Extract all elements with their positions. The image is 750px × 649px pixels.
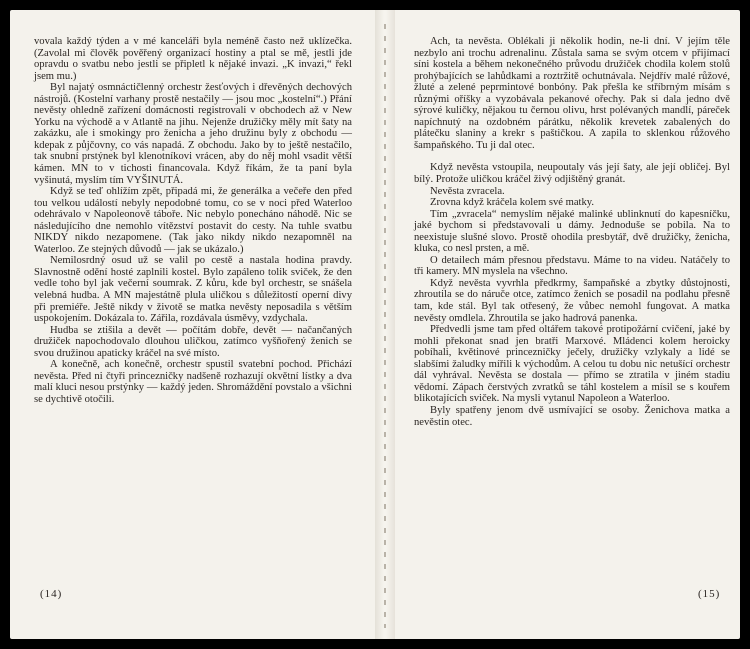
left-paragraph-4: Nemilosrdný osud už se valil po cestě a nastala hodina pravdy. Slavnostně odění hosté zaplnili kostel. Bylo zapáleno tolik sviček, že den vedle toho byl jak večerní soumrak. Z kůru, kde byl orchestr, se snášela velebná hudba. A MN majestátně plula uličkou s důležitostí operní divy při premiéře. Ještě nikdy v životě se matka nevěsty neposadila s větším uspokojením. Dokázala to. Zářila, rozdávala úsměvy, vzdychala. bbox=[34, 255, 352, 325]
right-paragraph-9: Byly spatřeny jenom dvě usmívající se osoby. Ženichova matka a nevěstin otec. bbox=[414, 404, 730, 428]
book-spread bbox=[10, 10, 740, 639]
right-paragraph-7: Když nevěsta vyvrhla předkrmy, šampaňské a zbytky důstojnosti, zhroutila se do náruče otce, zatímco ženich se posadil na podlahu přesně tam, kde stál. Byl tak otřesený, že vůbec nemohl fungovat. A matka nevěsty omdlela. Zhroutila se jako hadrová panenka. bbox=[414, 277, 730, 324]
right-page bbox=[414, 36, 730, 428]
right-paragraph-2: Když nevěsta vstoupila, neupoutaly vás její šaty, ale její obličej. Byl bílý. Protože uličkou kráčel živý odjištěný granát. bbox=[414, 162, 730, 186]
left-paragraph-2: Byl najatý osmnáctičlenný orchestr žesťových i dřevěných dechových nástrojů. (Kostelní varhany prostě nestačily — jsou moc „kostelní“.) Přání nevěsty ohledně zařízení domácnosti registrovali v obchodech až v New Yorku na východě a v Atlantě na jihu. Nejenže družičky měly mít šaty na zakázku, ale i smokingy pro ženicha a jeho družinu byly z obchodu — kdepak z půjčovny, co vás napadá. Z obchodu. Jako by to ještě nestačilo, tak snubní prstýnek byl klenotníkovi vrácen, aby do něj mohl vsadit větší kámen. MN to v tichosti financovala. Když říkám, že ta paní byla vyšinutá, myslím tím VYŠINUTÁ. bbox=[34, 82, 352, 186]
left-paragraph-1: vovala každý týden a v mé kanceláři byla neméně často než uklízečka. (Zavolal mi člověk pověřený organizací hostiny a ptal se mě, jestli jde opravdu o svatbu nebo jestli se připletl k nějaké invazi. „K invazi,“ řekl jsem mu.) bbox=[34, 36, 352, 82]
right-paragraph-4: Zrovna když kráčela kolem své matky. bbox=[430, 197, 595, 209]
left-page bbox=[34, 36, 352, 406]
left-paragraph-3: Když se teď ohlížím zpět, připadá mi, že generálka a večeře den před tou velkou událostí nebyly nepodobné tomu, co se v noci před Waterloo odehrávalo v Napoleonově táboře. Nic nebylo ponecháno náhodě. Nic se následujícího dne nemohlo vítězství postavit do cesty. Na tuhle svatbu NIKDY nikdo nezapomene. (Tak jako nikdy nikdo nezapomněl na Waterloo. Ze stejných důvodů — jak se ukázalo.) bbox=[34, 186, 352, 255]
left-paragraph-6: A konečně, ach konečně, orchestr spustil svatební pochod. Přichází nevěsta. Před ni čtyři princezničky nadšeně rozhazují okvětní lístky a dva malí kluci nesou prstýnky — každý jeden. Shromáždění povstalo a všichni se dychtivě otočili. bbox=[34, 359, 352, 405]
right-paragraph-8: Předvedli jsme tam před oltářem takové protipožární cvičení, jaké by mohli překonat snad jen bratři Marxové. Mládenci kolem heroicky pobíhali, květinové princezničky ječely, družičky vzlykaly a lidé se slabšími žaludky mířili k východům. A celou tu dobu nic netušící orchestr dál vyhrával. Nevěsta se dostala — přímo se ztratila v jiném stadiu vědomí. Zápach čerstvých zvratků se táhl kostelem a mísil se s kouřem blikotajících sviček. Na mysli vytanul Napoleon a Waterloo. bbox=[414, 324, 730, 405]
right-paragraph-3: Nevěsta zvracela. bbox=[430, 185, 505, 197]
left-paragraph-5: Hudba se ztišila a devět — počítám dobře, devět — načančaných družiček napochodovalo dlouhou uličkou, zatímco vyšňořený ženich se svou družinou apaticky kráčel na své místo. bbox=[34, 324, 352, 359]
right-paragraph-6: O detailech mám přesnou představu. Máme to na videu. Natáčely to tři kamery. MN myslela na všechno. bbox=[414, 254, 730, 278]
right-paragraph-1: Ach, ta nevěsta. Oblékali ji několik hodin, ne-li dní. V jejím těle nezbylo ani trochu adrenalinu. Zůstala sama se svým otcem v přijímací síni kostela a během nekonečného průvodu družiček chodila kolem stolů prohýbajících se lahůdkami a roztržitě ochutnávala. Nejdřív malé růžové, žluté a zelené peprmintové bonbóny. Pak přešla ke stříbrným mísám s různými oříšky a vyzobávala pekanové ořechy. Pak si dala jedno dvě sýrové kuličky, nějakou tu černou olivu, hrst polévaných mandlí, páreček napíchnutý na ozdobném párátku, několik krevetek zabalených do plátečku slaniny a krekr s paštičkou. A zapila to sklenkou růžového šampaňského. Tu ji dal otec. bbox=[414, 36, 730, 151]
binding-stitch bbox=[384, 24, 386, 628]
right-paragraph-5: Tím „zvracela“ nemyslím nějaké malinké ublinknutí do kapesníčku, jaké bychom si představovali u dámy. Jednoduše se pobila. Na to neexistuje slušné slovo. Prostě ohodila presbytář, dvě družičky, ženicha, kluka, co nesl prsten, a mě. bbox=[414, 208, 730, 255]
left-page-number: (14) bbox=[40, 588, 63, 600]
right-page-number: (15) bbox=[698, 588, 721, 600]
